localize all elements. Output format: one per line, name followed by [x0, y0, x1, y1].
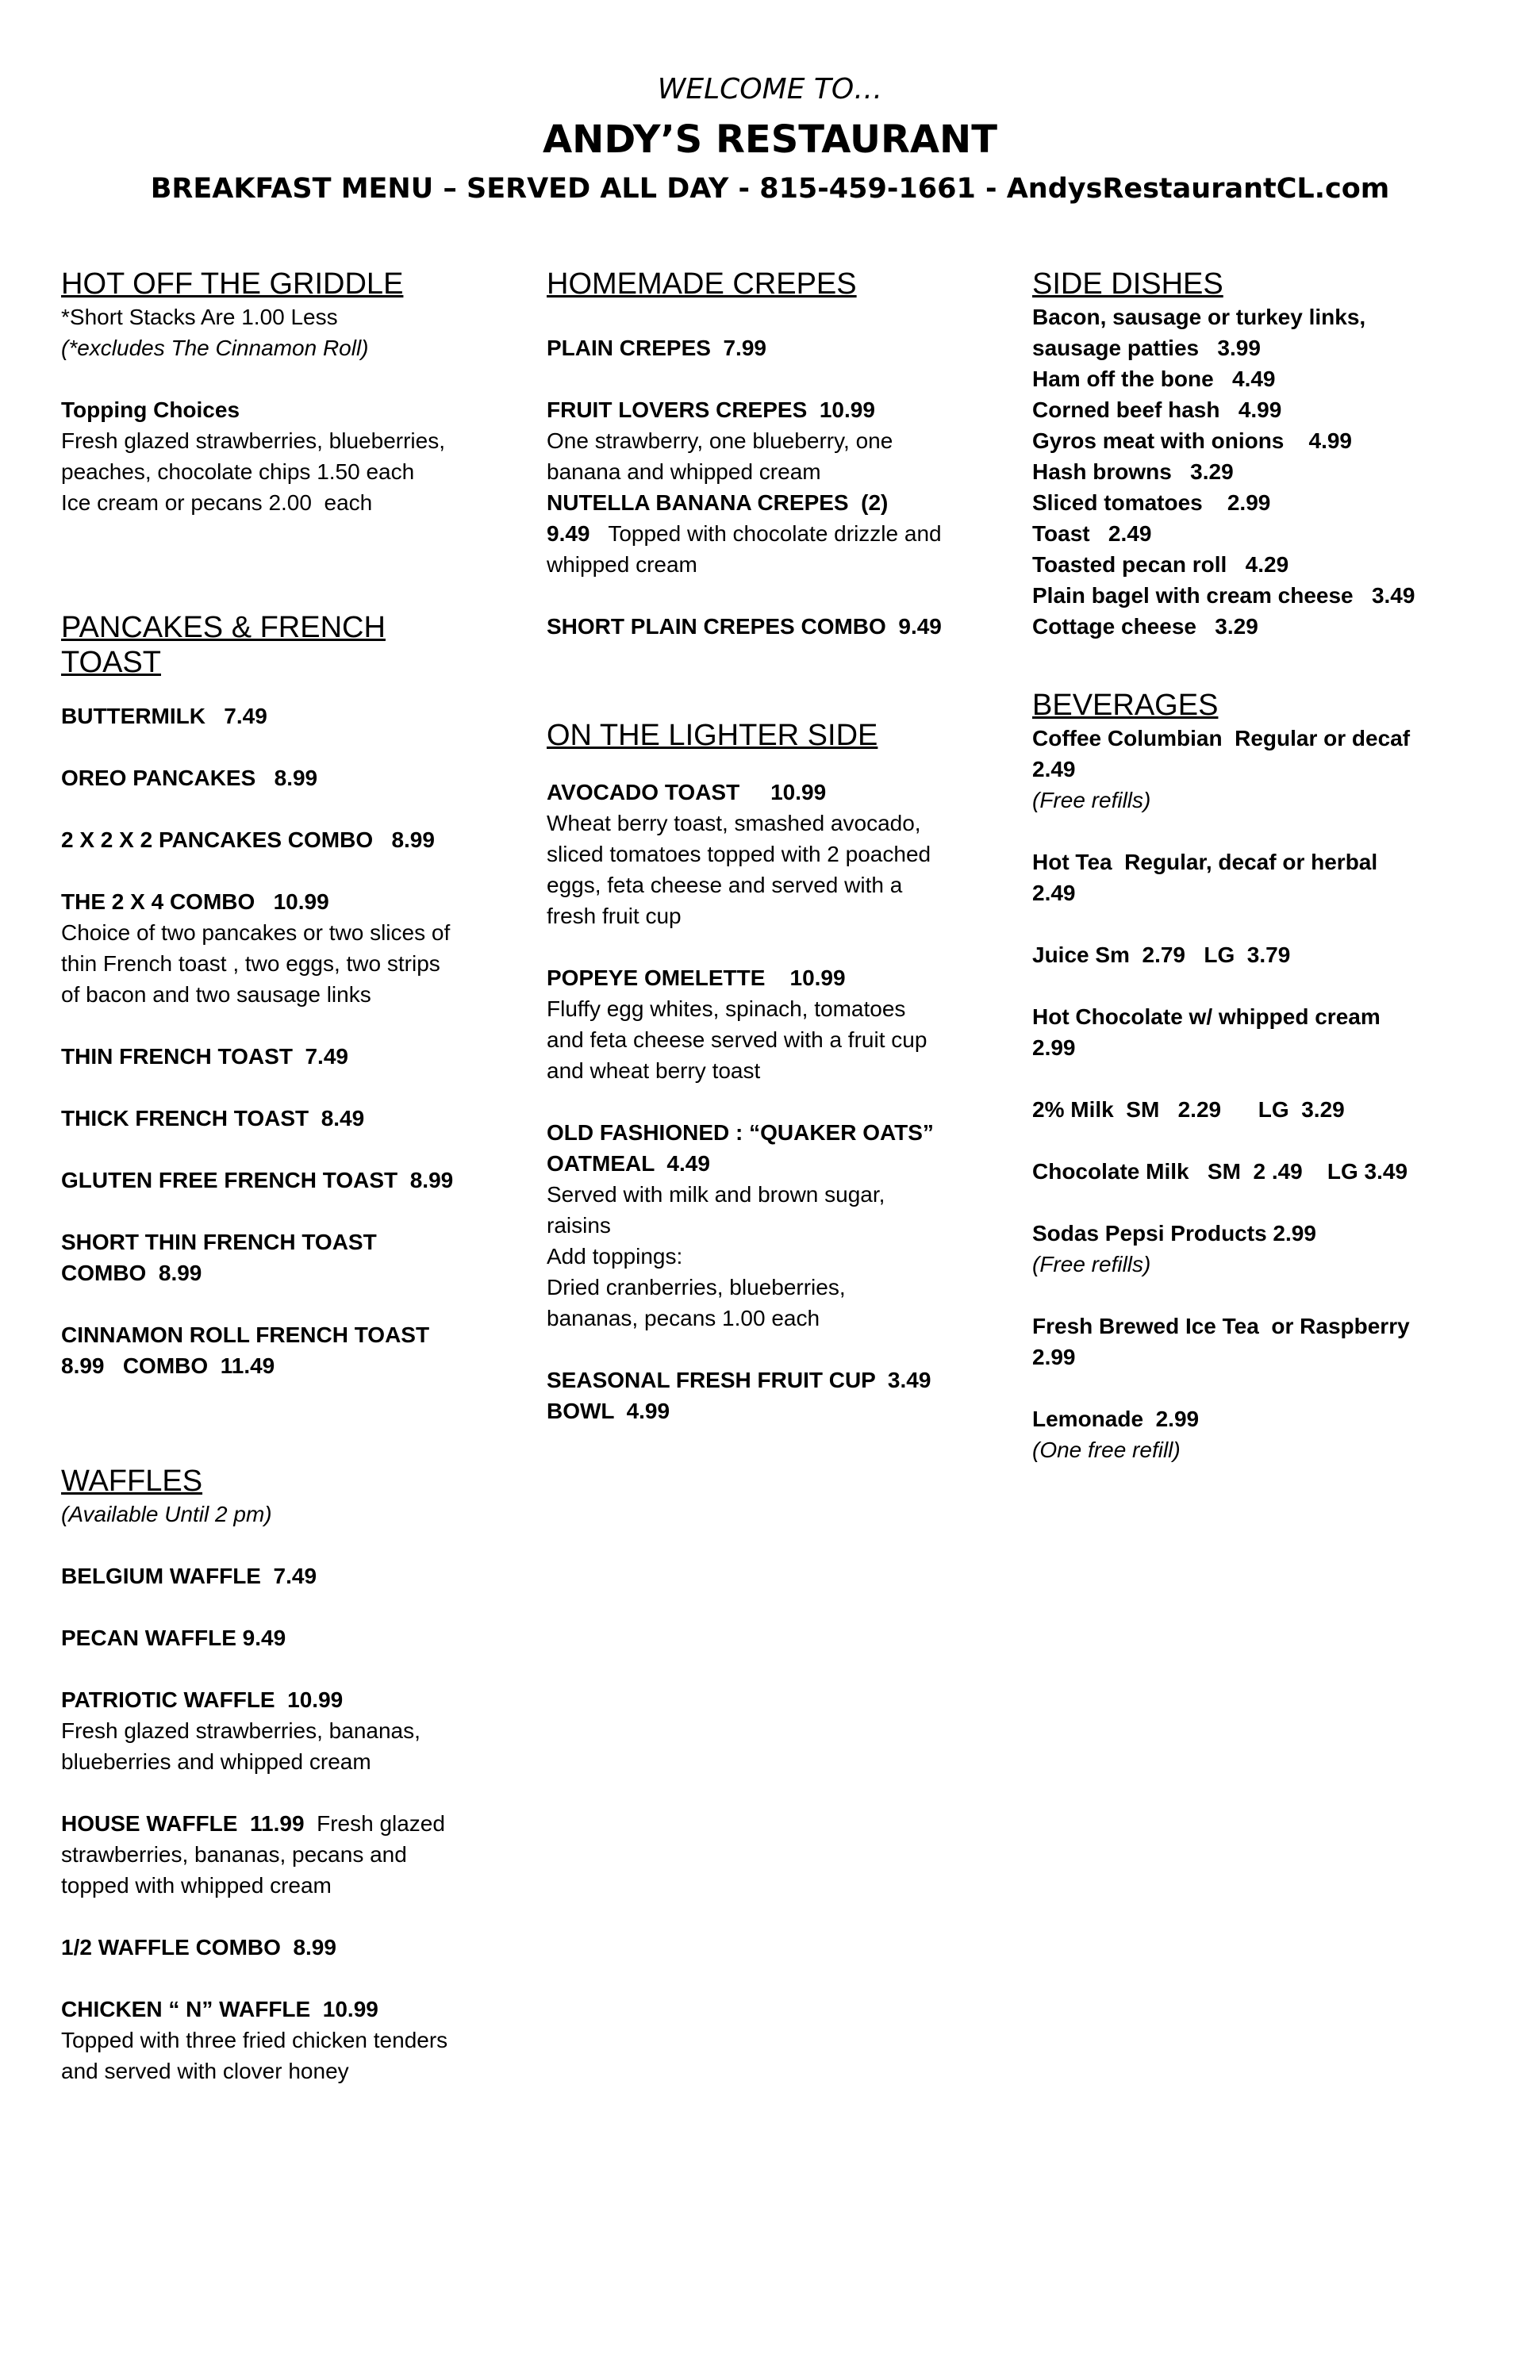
menu-item: COMBO 8.99: [61, 1261, 202, 1285]
section-title-side-dishes: SIDE DISHES: [1032, 267, 1223, 301]
menu-item: Sodas Pepsi Products 2.99: [1032, 1221, 1316, 1246]
menu-item-description: whipped cream: [547, 552, 697, 577]
menu-item: SHORT THIN FRENCH TOAST: [61, 1230, 377, 1254]
menu-item: Hot Chocolate w/ whipped cream: [1032, 1004, 1381, 1029]
menu-item: CINNAMON ROLL FRENCH TOAST: [61, 1322, 430, 1347]
refill-note: (Free refills): [1032, 788, 1151, 812]
griddle-note-exclusion: (*excludes The Cinnamon Roll): [61, 336, 369, 360]
menu-item-description: and wheat berry toast: [547, 1058, 761, 1083]
menu-item-description: Topped with three fried chicken tenders: [61, 2028, 448, 2052]
menu-item: 2.49: [1032, 757, 1076, 781]
menu-item: Ham off the bone 4.49: [1032, 367, 1276, 391]
menu-item-description: Choice of two pancakes or two slices of: [61, 920, 451, 945]
menu-item: PATRIOTIC WAFFLE 10.99: [61, 1687, 344, 1712]
menu-item: 2.49: [1032, 881, 1076, 905]
menu-item: SEASONAL FRESH FRUIT CUP 3.49: [547, 1368, 931, 1392]
menu-item-description: Topped with chocolate drizzle and: [590, 521, 942, 546]
menu-item: Lemonade 2.99: [1032, 1407, 1200, 1431]
menu-item: Plain bagel with cream cheese 3.49: [1032, 583, 1415, 608]
menu-item-nutella-price: [547, 518, 975, 549]
menu-item-description: Dried cranberries, blueberries,: [547, 1275, 846, 1299]
menu-item: Chocolate Milk SM 2 .49 LG 3.49: [1032, 1159, 1408, 1184]
menu-item: 2.99: [1032, 1035, 1076, 1060]
menu-item-description: Fresh glazed strawberries, bananas,: [61, 1718, 421, 1743]
griddle-note: *Short Stacks Are 1.00 Less: [61, 305, 338, 329]
section-title-pancakes: PANCAKES & FRENCH: [61, 611, 386, 644]
welcome-text: WELCOME TO…: [657, 73, 883, 106]
menu-item-description: Fresh glazed: [304, 1811, 445, 1836]
menu-item-description: bananas, pecans 1.00 each: [547, 1306, 820, 1330]
menu-item: AVOCADO TOAST 10.99: [547, 780, 827, 804]
menu-item: FRUIT LOVERS CREPES 10.99: [547, 397, 875, 422]
menu-item-description: strawberries, bananas, pecans and: [61, 1842, 407, 1867]
section-title-crepes: HOMEMADE CREPES: [547, 267, 857, 301]
refill-note: (Free refills): [1032, 1252, 1151, 1276]
menu-item-description: raisins: [547, 1213, 611, 1238]
menu-subtitle: BREAKFAST MENU – SERVED ALL DAY - 815-459-1661 - AndysRestaurantCL.com: [150, 173, 1390, 205]
menu-item: sausage patties 3.99: [1032, 336, 1261, 360]
section-title-lighter-side: ON THE LIGHTER SIDE: [547, 719, 878, 752]
menu-item: Bacon, sausage or turkey links,: [1032, 305, 1366, 329]
menu-item: 1/2 WAFFLE COMBO 8.99: [61, 1935, 336, 1960]
menu-item-description: Fluffy egg whites, spinach, tomatoes: [547, 996, 906, 1021]
menu-item: HOUSE WAFFLE 11.99: [61, 1811, 305, 1836]
section-title-waffles: WAFFLES: [61, 1464, 203, 1498]
menu-item: 8.99 COMBO 11.49: [61, 1353, 275, 1378]
menu-item: BELGIUM WAFFLE 7.49: [61, 1564, 317, 1588]
menu-item: Cottage cheese 3.29: [1032, 614, 1258, 639]
refill-note: (One free refill): [1032, 1438, 1181, 1462]
menu-item: PLAIN CREPES 7.99: [547, 336, 766, 360]
menu-item: Toasted pecan roll 4.29: [1032, 552, 1289, 577]
menu-item: Gyros meat with onions 4.99: [1032, 428, 1352, 453]
menu-item: THE 2 X 4 COMBO 10.99: [61, 889, 329, 914]
menu-column-left: [61, 267, 490, 2086]
topping-line: Ice cream or pecans 2.00 each: [61, 490, 373, 515]
restaurant-name: ANDY’S RESTAURANT: [543, 117, 997, 162]
topping-line: peaches, chocolate chips 1.50 each: [61, 459, 415, 484]
menu-item: OLD FASHIONED : “QUAKER OATS”: [547, 1120, 934, 1145]
menu-item-price: 9.49: [547, 521, 590, 546]
menu-item: 2.99: [1032, 1345, 1076, 1369]
menu-item-description: sliced tomatoes topped with 2 poached: [547, 842, 931, 866]
menu-item: OATMEAL 4.49: [547, 1151, 710, 1176]
menu-item-description: topped with whipped cream: [61, 1873, 332, 1898]
menu-item: Coffee Columbian Regular or decaf: [1032, 726, 1411, 750]
menu-item: 2 X 2 X 2 PANCAKES COMBO 8.99: [61, 827, 435, 852]
menu-item-description: fresh fruit cup: [547, 904, 682, 928]
menu-item: OREO PANCAKES 8.99: [61, 766, 318, 790]
menu-item: PECAN WAFFLE 9.49: [61, 1626, 286, 1650]
menu-item: Hot Tea Regular, decaf or herbal: [1032, 850, 1378, 874]
menu-column-middle: [547, 267, 975, 1426]
menu-item: SHORT PLAIN CREPES COMBO 9.49: [547, 614, 942, 639]
menu-item-description: Wheat berry toast, smashed avocado,: [547, 811, 921, 835]
menu-column-right: [1032, 267, 1477, 1465]
topping-line: Fresh glazed strawberries, blueberries,: [61, 428, 445, 453]
menu-item-description: of bacon and two sausage links: [61, 982, 371, 1007]
section-title-pancakes-cont: TOAST: [61, 646, 161, 679]
menu-item-description: Add toppings:: [547, 1244, 683, 1269]
menu-item: Toast 2.49: [1032, 521, 1152, 546]
menu-item-description: One strawberry, one blueberry, one: [547, 428, 893, 453]
menu-item-description: Served with milk and brown sugar,: [547, 1182, 885, 1207]
menu-item: BOWL 4.99: [547, 1399, 670, 1423]
waffles-availability-note: (Available Until 2 pm): [61, 1502, 272, 1526]
menu-item: GLUTEN FREE FRENCH TOAST 8.99: [61, 1168, 454, 1192]
topping-choices-heading: Topping Choices: [61, 397, 240, 422]
menu-item-description: eggs, feta cheese and served with a: [547, 873, 903, 897]
menu-item-description: and feta cheese served with a fruit cup: [547, 1027, 927, 1052]
menu-item: NUTELLA BANANA CREPES (2): [547, 490, 889, 515]
menu-item-house-waffle: [61, 1808, 490, 1839]
menu-item: POPEYE OMELETTE 10.99: [547, 965, 846, 990]
menu-item-description: blueberries and whipped cream: [61, 1749, 371, 1774]
section-title-beverages: BEVERAGES: [1032, 689, 1219, 722]
menu-item: THIN FRENCH TOAST 7.49: [61, 1044, 348, 1069]
menu-item: Juice Sm 2.79 LG 3.79: [1032, 942, 1291, 967]
menu-item: CHICKEN “ N” WAFFLE 10.99: [61, 1997, 378, 2021]
menu-item: THICK FRENCH TOAST 8.49: [61, 1106, 365, 1130]
menu-item-description: banana and whipped cream: [547, 459, 821, 484]
menu-item: BUTTERMILK 7.49: [61, 704, 267, 728]
menu-item-description: and served with clover honey: [61, 2059, 349, 2083]
menu-item: 2% Milk SM 2.29 LG 3.29: [1032, 1097, 1345, 1122]
menu-item-description: thin French toast , two eggs, two strips: [61, 951, 440, 976]
menu-item: Hash browns 3.29: [1032, 459, 1234, 484]
menu-item: Sliced tomatoes 2.99: [1032, 490, 1271, 515]
menu-item: Corned beef hash 4.99: [1032, 397, 1282, 422]
section-title-griddle: HOT OFF THE GRIDDLE: [61, 267, 404, 301]
menu-item: Fresh Brewed Ice Tea or Raspberry: [1032, 1314, 1410, 1338]
